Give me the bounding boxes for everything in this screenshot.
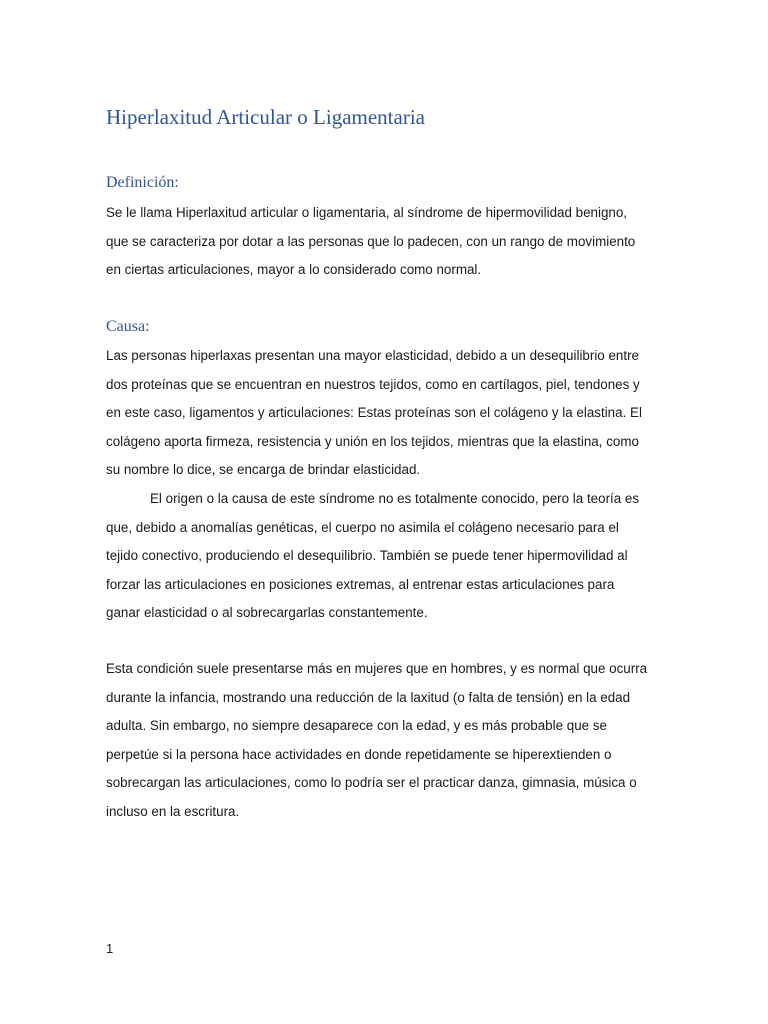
text-line: en ciertas articulaciones, mayor a lo considerado como normal.	[106, 262, 482, 278]
section-heading-causa: Causa:	[106, 318, 150, 335]
causa-paragraph-3	[106, 655, 666, 827]
text-line: adulta. Sin embargo, no siempre desaparece con la edad, y es más probable que se	[106, 718, 607, 734]
text-line: El origen o la causa de este síndrome no es totalmente conocido, pero la teoría es	[150, 491, 640, 506]
text-line: colágeno aporta firmeza, resistencia y unión en los tejidos, mientras que la elastina, como	[106, 433, 639, 449]
text-line: que, debido a anomalías genéticas, el cuerpo no asimila el colágeno necesario para el	[106, 519, 619, 535]
text-line: Esta condición suele presentarse más en mujeres que en hombres, y es normal que ocurra	[106, 661, 648, 676]
text-line: sobrecargan las articulaciones, como lo podría ser el practicar danza, gimnasia, música o	[106, 775, 637, 791]
text-line: que se caracteriza por dotar a las personas que lo padecen, con un rango de movimiento	[106, 233, 636, 249]
text-line: durante la infancia, mostrando una reducción de la laxitud (o falta de tensión) en la edad	[106, 689, 631, 705]
text-line: su nombre lo dice, se encarga de brindar elasticidad.	[106, 462, 421, 478]
text-line: incluso en la escritura.	[106, 803, 240, 819]
text-line: dos proteínas que se encuentran en nuestros tejidos, como en cartílagos, piel, tendones y	[106, 376, 640, 392]
text-line: Las personas hiperlaxas presentan una mayor elasticidad, debido a un desequilibrio entre	[106, 348, 639, 363]
text-line: ganar elasticidad o al sobrecargarlas constantemente.	[106, 605, 428, 621]
text-line: en este caso, ligamentos y articulaciones: Estas proteínas son el colágeno y la elastina. El	[106, 405, 642, 421]
causa-paragraph-1	[106, 342, 666, 485]
causa-paragraph-2	[106, 485, 666, 628]
section-heading-definicion: Definición:	[106, 174, 179, 191]
text-line: tejido conectivo, produciendo el desequilibrio. También se puede tener hipermovilidad al	[106, 548, 628, 564]
page-number: 1	[106, 941, 114, 956]
document-title: Hiperlaxitud Articular o Ligamentaria	[106, 105, 425, 129]
text-line: Se le llama Hiperlaxitud articular o ligamentaria, al síndrome de hipermovilidad benigno,	[106, 205, 628, 220]
text-line: forzar las articulaciones en posiciones extremas, al entrenar estas articulaciones para	[106, 576, 615, 592]
definicion-paragraph	[106, 199, 666, 285]
text-line: perpetúe si la persona hace actividades en donde repetidamente se hiperextienden o	[106, 746, 612, 762]
